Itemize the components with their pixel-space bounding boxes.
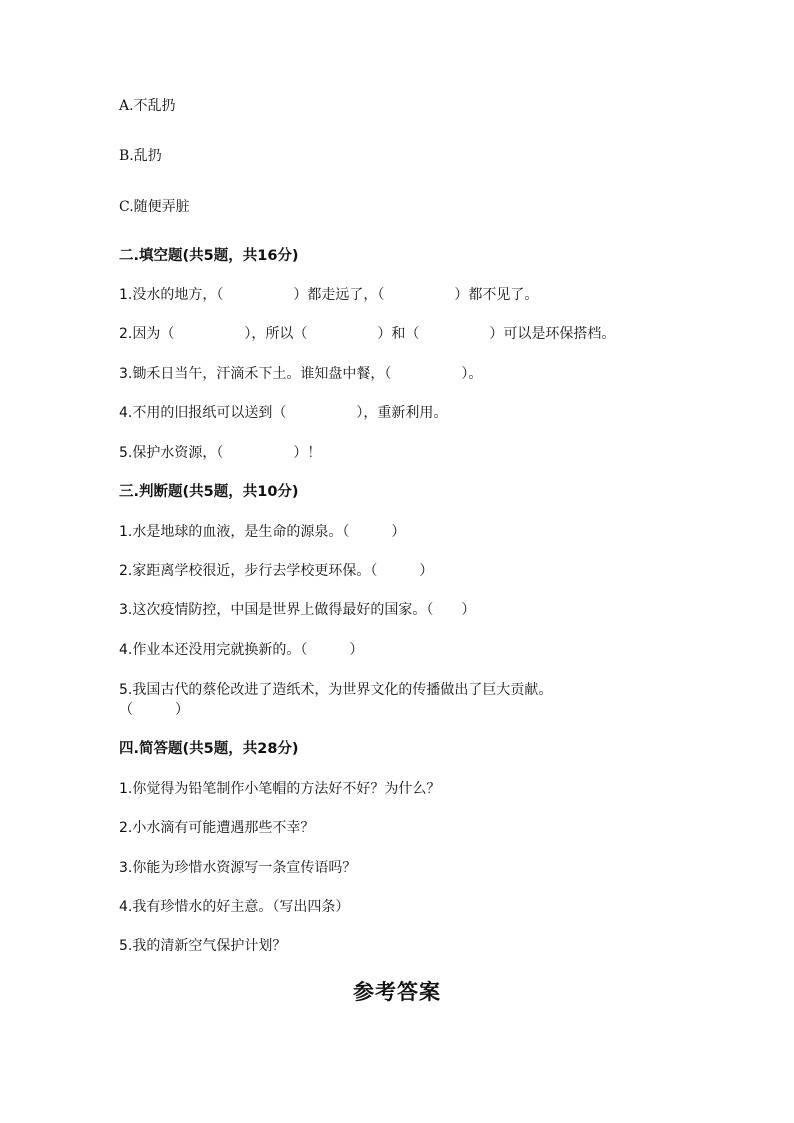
section4-item-2: 2.小水滴有可能遭遇那些不幸？	[119, 820, 315, 836]
section4-item-5: 5.我的清新空气保护计划？	[119, 938, 287, 954]
option-c: C.随便弄脏	[119, 199, 190, 215]
section2-item-2: 2.因为（ ），所以（ ）和（ ）可以是环保搭档。	[119, 326, 616, 342]
section3-item-1: 1.水是地球的血液，是生命的源泉。（ ）	[119, 524, 406, 540]
section2-item-5: 5.保护水资源，（ ）！	[119, 445, 322, 461]
section2-item-3: 3.锄禾日当午，汗滴禾下土。谁知盘中餐，（ ）。	[119, 366, 483, 382]
section2-item-1: 1.没水的地方，（ ）都走远了，（ ）都不见了。	[119, 287, 539, 303]
section3-item-3: 3.这次疫情防控，中国是世界上做得最好的国家。（ ）	[119, 602, 476, 618]
section4-item-3: 3.你能为珍惜水资源写一条宣传语吗？	[119, 860, 357, 876]
section2-heading: 二.填空题(共5题，共16分)	[119, 248, 299, 264]
section4-heading: 四.简答题(共5题，共28分)	[119, 741, 299, 757]
section3-item-5-bracket: （ ）	[119, 702, 189, 718]
section3-item-5: 5.我国古代的蔡伦改进了造纸术，为世界文化的传播做出了巨大贡献。	[119, 682, 553, 698]
section2-item-4: 4.不用的旧报纸可以送到（ ），重新利用。	[119, 405, 448, 421]
section3-heading: 三.判断题(共5题，共10分)	[119, 484, 299, 500]
answer-key-title: 参考答案	[353, 979, 441, 1004]
option-a: A.不乱扔	[119, 98, 176, 114]
option-b: B.乱扔	[119, 148, 162, 164]
section3-item-2: 2.家距离学校很近，步行去学校更环保。（ ）	[119, 563, 434, 579]
section3-item-4: 4.作业本还没用完就换新的。（ ）	[119, 642, 364, 658]
section4-item-4: 4.我有珍惜水的好主意。（写出四条）	[119, 899, 350, 915]
section4-item-1: 1.你觉得为铅笔制作小笔帽的方法好不好？为什么？	[119, 781, 441, 797]
